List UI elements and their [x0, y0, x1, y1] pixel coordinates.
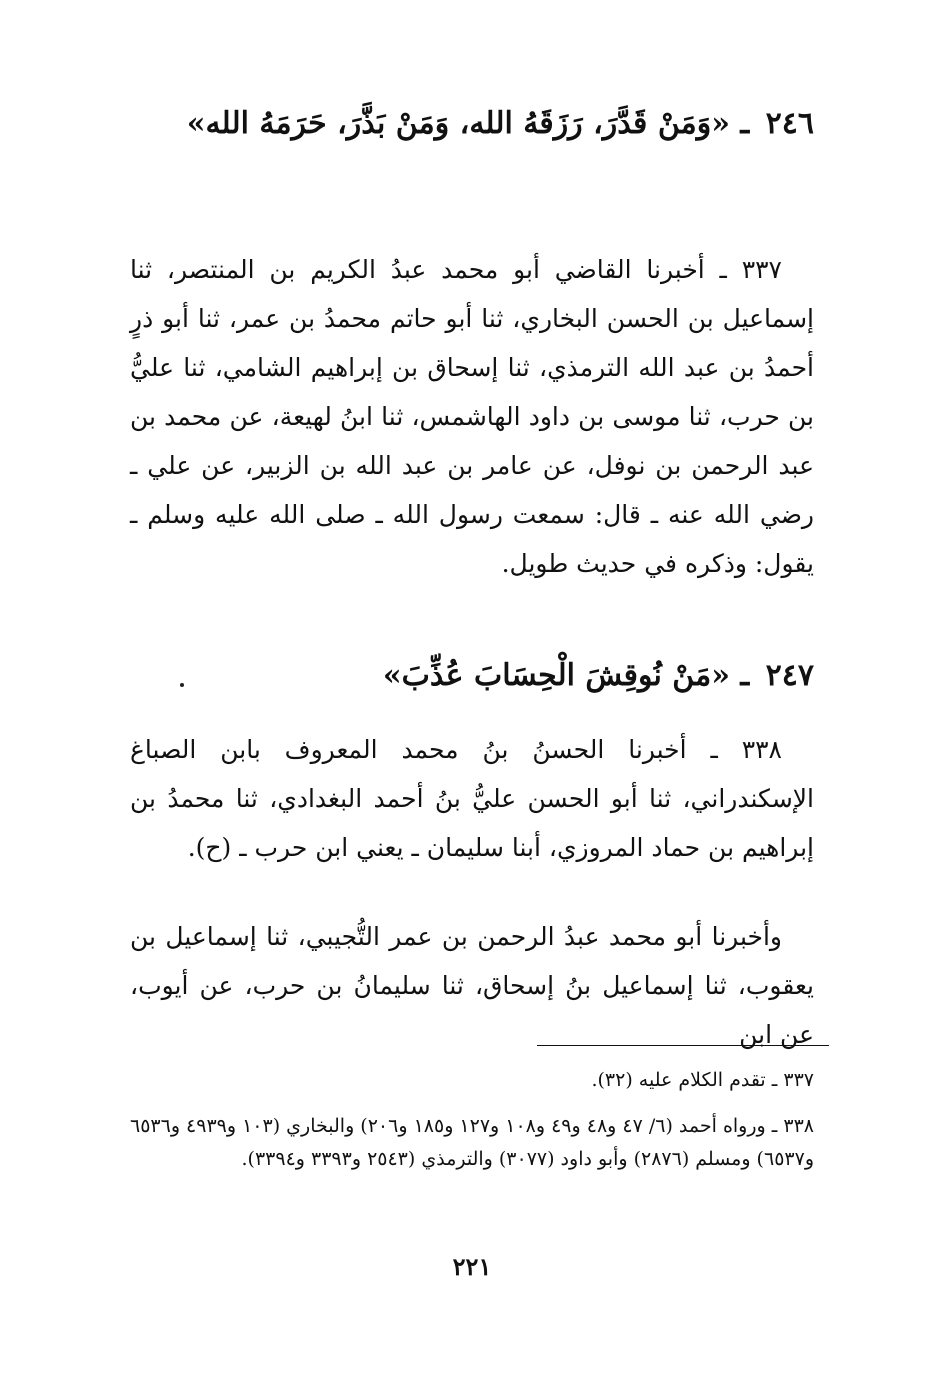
- heading-text: ـ «وَمَنْ قَدَّرَ، رَزَقَهُ الله، وَمَنْ بَذَّرَ، حَرَمَهُ الله»: [186, 106, 750, 141]
- footnote-separator: [537, 1045, 829, 1046]
- paragraph-337: ٣٣٧ ـ أخبرنا القاضي أبو محمد عبدُ الكريم بن المنتصر، ثنا إسماعيل بن الحسن البخاري، ثنا أبو حاتم محمدُ بن عمر، ثنا أبو ذرٍ أحمدُ بن عبد الله الترمذي، ثنا إسحاق بن إبراهيم الشامي، ثنا عليُّ بن حرب، ثنا موسى بن داود الهاشمس، ثنا ابنُ لهيعة، عن محمد بن عبد الرحمن بن نوفل، عن عامر بن عبد الله بن الزبير، عن علي ـ رضي الله عنه ـ قال: سمعت رسول الله ـ صلى الله عليه وسلم ـ يقول: وذكره في حديث طويل.: [130, 255, 814, 578]
- section-heading-247: [114, 650, 814, 702]
- stray-dot: [180, 683, 184, 687]
- heading-number: ٢٤٦: [765, 106, 814, 141]
- footnote-338: ٣٣٨ ـ ورواه أحمد (٦/ ٤٧ و٤٨ و٤٩ و١٠٨ و١٢٧ و١٨٥ و٢٠٦) والبخاري (١٠٣ و٤٩٣٩ و٦٥٣٦ و٦٥٣٧) ومسلم (٢٨٧٦) وأبو داود (٣٠٧٧) والترمذي (٢٥٤٣ و٣٣٩٣ و٣٣٩٤).: [130, 1115, 814, 1170]
- paragraph-338-continued: وأخبرنا أبو محمد عبدُ الرحمن بن عمر التُّجيبي، ثنا إسماعيل بن يعقوب، ثنا إسماعيل بنُ إسحاق، ثنا سليمانُ بن حرب، عن أيوب، عن ابن: [130, 922, 814, 1049]
- footnote-337: ٣٣٧ ـ تقدم الكلام عليه (٣٢).: [591, 1069, 814, 1091]
- page-number: ٢٢١: [452, 1252, 492, 1281]
- paragraph-338: ٣٣٨ ـ أخبرنا الحسنُ بنُ محمد المعروف بابن الصباغ الإسكندراني، ثنا أبو الحسن عليُّ بنُ أحمد البغدادي، ثنا محمدُ بن إبراهيم بن حماد المروزي، أبنا سليمان ـ يعني ابن حرب ـ (ح).: [130, 735, 814, 862]
- heading-text: ـ «مَنْ نُوقِشَ الْحِسَابَ عُذِّبَ»: [382, 658, 750, 693]
- heading-number: ٢٤٧: [765, 658, 814, 693]
- section-heading-246: [114, 98, 814, 150]
